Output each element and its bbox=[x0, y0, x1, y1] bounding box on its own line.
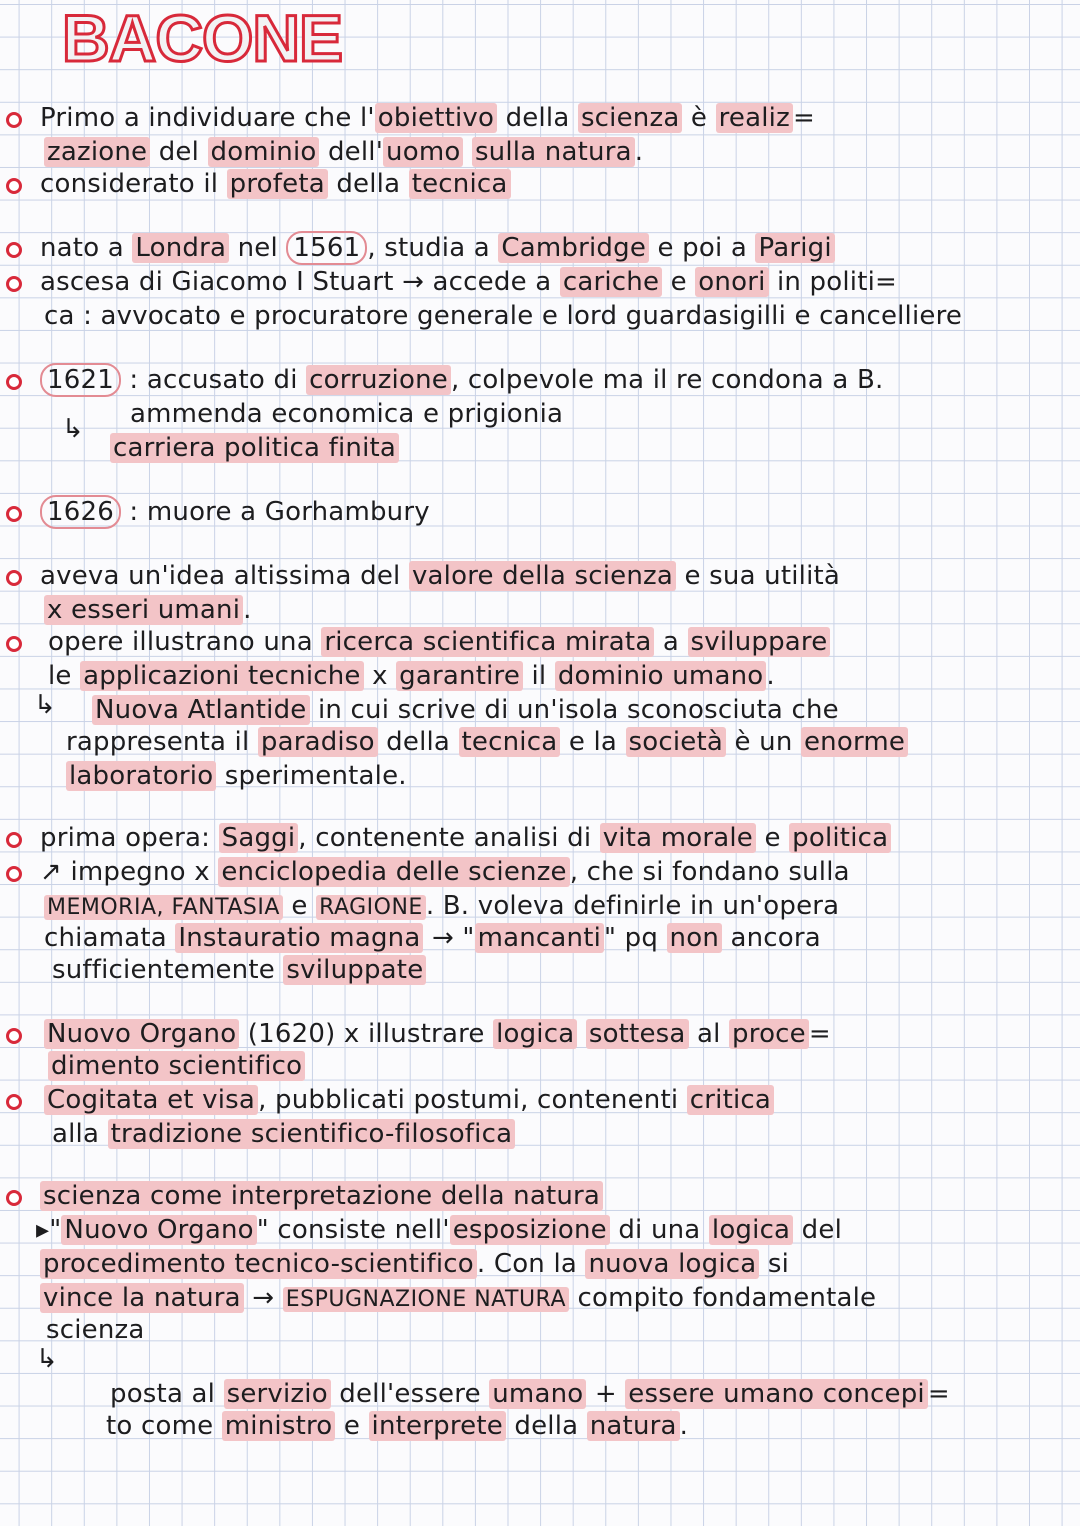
highlighted-text: Cogitata et visa bbox=[44, 1085, 258, 1115]
note-text: = bbox=[808, 1019, 831, 1049]
bullet-icon bbox=[6, 178, 22, 194]
highlighted-text: società bbox=[626, 727, 727, 757]
note-text: , colpevole ma il re condona a B. bbox=[450, 365, 884, 395]
note-text: x bbox=[363, 661, 397, 691]
highlighted-text: 1621 bbox=[40, 363, 121, 397]
note-line bbox=[40, 496, 430, 529]
highlighted-text: profeta bbox=[227, 169, 328, 199]
highlighted-text: RAGIONE bbox=[316, 895, 426, 920]
highlighted-text: Parigi bbox=[755, 233, 834, 263]
note-text: : accusato di bbox=[120, 365, 307, 395]
highlighted-text: sviluppare bbox=[688, 627, 831, 657]
note-text: to come bbox=[106, 1411, 222, 1441]
highlighted-text: Nuovo Organo bbox=[61, 1215, 256, 1245]
highlighted-text: Londra bbox=[132, 233, 229, 263]
note-line bbox=[44, 300, 962, 333]
note-text: e sua utilità bbox=[676, 561, 841, 591]
note-text: dell'essere bbox=[330, 1379, 490, 1409]
note-line bbox=[40, 822, 891, 855]
note-line bbox=[44, 1018, 831, 1051]
note-text: chiamata bbox=[44, 923, 176, 953]
note-text: e la bbox=[560, 727, 626, 757]
note-text: → bbox=[243, 1283, 283, 1313]
note-line bbox=[40, 364, 883, 397]
note-text: in politi bbox=[768, 267, 876, 297]
note-line bbox=[44, 1084, 774, 1117]
highlighted-text: realiz bbox=[716, 103, 793, 133]
note-line bbox=[44, 890, 839, 924]
highlighted-text: Instauratio magna bbox=[175, 923, 423, 953]
highlighted-text: non bbox=[667, 923, 722, 953]
note-text: : muore a Gorhambury bbox=[120, 497, 430, 527]
bullet-icon bbox=[6, 276, 22, 292]
note-text: le bbox=[48, 661, 81, 691]
highlighted-text: zazione bbox=[44, 137, 150, 167]
note-text: sperimentale. bbox=[216, 761, 407, 791]
note-line bbox=[48, 626, 830, 659]
note-text: è un bbox=[726, 727, 801, 757]
hook-arrow-icon: ↳ bbox=[34, 690, 56, 720]
note-text: , pubblicati postumi, contenenti bbox=[258, 1085, 687, 1115]
note-text: sufficientemente bbox=[52, 955, 284, 985]
highlighted-text: garantire bbox=[396, 661, 523, 691]
highlighted-text: dominio umano bbox=[555, 661, 767, 691]
note-text: rappresenta il bbox=[66, 727, 258, 757]
highlighted-text: enciclopedia delle scienze bbox=[218, 857, 569, 887]
note-text: dell' bbox=[319, 137, 384, 167]
note-text: della bbox=[505, 1411, 587, 1441]
note-text: e bbox=[756, 823, 790, 853]
highlighted-text: Cambridge bbox=[498, 233, 649, 263]
bullet-icon bbox=[6, 636, 22, 652]
highlighted-text: umano bbox=[489, 1379, 586, 1409]
highlighted-text: mancanti bbox=[475, 923, 604, 953]
note-text: nato a bbox=[40, 233, 133, 263]
note-line bbox=[44, 922, 821, 955]
note-text: ↗ impegno x bbox=[40, 857, 219, 887]
note-line bbox=[40, 266, 897, 299]
note-text: posta al bbox=[110, 1379, 224, 1409]
highlighted-text: nuova logica bbox=[585, 1249, 759, 1279]
highlighted-text: valore della scienza bbox=[409, 561, 676, 591]
highlighted-text: scienza bbox=[578, 103, 683, 133]
note-text: , studia a bbox=[367, 233, 499, 263]
note-line bbox=[40, 1180, 603, 1213]
highlighted-text: procedimento tecnico-scientifico bbox=[40, 1249, 477, 1279]
highlighted-text: x esseri umani bbox=[44, 595, 243, 625]
hook-arrow-icon: ↳ bbox=[62, 414, 84, 444]
note-text: . bbox=[679, 1411, 689, 1441]
bullet-icon bbox=[6, 1028, 22, 1044]
bullet-icon bbox=[6, 1190, 22, 1206]
bullet-icon bbox=[6, 832, 22, 848]
bullet-icon bbox=[6, 112, 22, 128]
note-line bbox=[40, 1248, 789, 1281]
highlighted-text: servizio bbox=[224, 1379, 331, 1409]
highlighted-text: laboratorio bbox=[66, 761, 216, 791]
highlighted-text: 1626 bbox=[40, 495, 121, 529]
note-text: della bbox=[327, 169, 409, 199]
note-text: considerato il bbox=[40, 169, 227, 199]
highlighted-text: uomo bbox=[383, 137, 463, 167]
note-text: della bbox=[497, 103, 578, 133]
highlighted-text: scienza come interpretazione della natura bbox=[40, 1181, 603, 1211]
highlighted-text: enorme bbox=[801, 727, 908, 757]
highlighted-text: politica bbox=[789, 823, 891, 853]
note-text: , che si fondano sulla bbox=[569, 857, 850, 887]
note-text: al bbox=[688, 1019, 730, 1049]
highlighted-text: natura bbox=[587, 1411, 680, 1441]
page-title: BACONE bbox=[62, 1, 343, 75]
highlighted-text: paradiso bbox=[258, 727, 378, 757]
note-text: = bbox=[927, 1379, 950, 1409]
note-line bbox=[52, 1118, 515, 1151]
note-line bbox=[44, 594, 252, 627]
note-text: il bbox=[523, 661, 555, 691]
note-line bbox=[110, 432, 399, 465]
highlighted-text: sulla natura bbox=[472, 137, 635, 167]
note-line bbox=[40, 560, 840, 593]
note-text: alla bbox=[52, 1119, 108, 1149]
bullet-icon bbox=[6, 242, 22, 258]
note-text: e poi a bbox=[649, 233, 756, 263]
highlighted-text: tradizione scientifico-filosofica bbox=[108, 1119, 516, 1149]
note-line bbox=[48, 660, 775, 693]
highlighted-text: Nuova Atlantide bbox=[92, 695, 310, 725]
note-text bbox=[463, 137, 471, 167]
note-line bbox=[40, 168, 511, 201]
note-line bbox=[44, 136, 643, 169]
note-text: , contenente analisi di bbox=[298, 823, 600, 853]
note-line bbox=[40, 1282, 876, 1316]
note-line bbox=[92, 694, 839, 727]
note-line bbox=[40, 856, 850, 889]
note-text: di una bbox=[609, 1215, 709, 1245]
note-text: " consiste nell' bbox=[256, 1215, 450, 1245]
highlighted-text: sviluppate bbox=[283, 955, 426, 985]
note-text: compito fondamentale bbox=[569, 1283, 877, 1313]
note-text: a bbox=[654, 627, 688, 657]
note-text: e bbox=[282, 891, 317, 921]
highlighted-text: logica bbox=[493, 1019, 577, 1049]
note-line bbox=[36, 1214, 842, 1247]
bullet-icon bbox=[6, 374, 22, 390]
note-line bbox=[66, 760, 407, 793]
note-text: = bbox=[875, 267, 898, 297]
hook-arrow-icon: ↳ bbox=[36, 1344, 58, 1374]
note-text: " pq bbox=[604, 923, 667, 953]
highlighted-text: proce bbox=[729, 1019, 809, 1049]
note-text: del bbox=[793, 1215, 842, 1245]
bullet-icon bbox=[6, 570, 22, 586]
highlighted-text: critica bbox=[687, 1085, 774, 1115]
highlighted-text: onori bbox=[695, 267, 768, 297]
note-text: si bbox=[759, 1249, 790, 1279]
note-line bbox=[52, 954, 426, 987]
note-text: . Con la bbox=[476, 1249, 586, 1279]
note-text: . bbox=[634, 137, 644, 167]
note-text: e bbox=[662, 267, 696, 297]
note-line bbox=[130, 398, 563, 431]
highlighted-text: essere umano concepi bbox=[625, 1379, 928, 1409]
note-line bbox=[48, 1050, 305, 1083]
note-text: ammenda economica e prigionia bbox=[130, 399, 564, 429]
note-line bbox=[40, 232, 835, 265]
highlighted-text: vince la natura bbox=[40, 1283, 244, 1313]
highlighted-text: obiettivo bbox=[375, 103, 497, 133]
highlighted-text: ricerca scientifica mirata bbox=[321, 627, 654, 657]
highlighted-text: logica bbox=[709, 1215, 793, 1245]
note-text: scienza bbox=[46, 1315, 145, 1345]
highlighted-text: Nuovo Organo bbox=[44, 1019, 239, 1049]
note-text: della bbox=[377, 727, 459, 757]
highlighted-text: cariche bbox=[560, 267, 662, 297]
highlighted-text: sottesa bbox=[586, 1019, 689, 1049]
note-text: . bbox=[766, 661, 775, 691]
note-text: ca : avvocato e procuratore generale e lord guardasigilli e cancelliere bbox=[44, 301, 963, 331]
highlighted-text: vita morale bbox=[600, 823, 756, 853]
note-line bbox=[66, 726, 908, 759]
note-text: e bbox=[335, 1411, 369, 1441]
note-text: (1620) x illustrare bbox=[239, 1019, 494, 1049]
note-text: nel bbox=[229, 233, 287, 263]
bullet-icon bbox=[6, 506, 22, 522]
highlighted-text: tecnica bbox=[459, 727, 561, 757]
note-text bbox=[577, 1019, 585, 1049]
highlighted-text: 1561 bbox=[286, 231, 367, 265]
note-text: ascesa di Giacomo I Stuart → accede a bbox=[40, 267, 560, 297]
note-line bbox=[46, 1314, 145, 1347]
highlighted-text: ministro bbox=[222, 1411, 336, 1441]
note-text: ▸" bbox=[36, 1215, 62, 1245]
bullet-icon bbox=[6, 866, 22, 882]
note-text: = bbox=[792, 103, 815, 133]
note-text: + bbox=[586, 1379, 626, 1409]
note-text: Primo a individuare che l' bbox=[40, 103, 375, 133]
note-text: è bbox=[682, 103, 716, 133]
highlighted-text: Saggi bbox=[219, 823, 299, 853]
note-text: . B. voleva definirle in un'opera bbox=[425, 891, 840, 921]
highlighted-text: ESPUGNAZIONE NATURA bbox=[283, 1287, 569, 1312]
note-line bbox=[110, 1378, 950, 1411]
highlighted-text: tecnica bbox=[409, 169, 511, 199]
bullet-icon bbox=[6, 1094, 22, 1110]
note-text: in cui scrive di un'isola sconosciuta che bbox=[309, 695, 839, 725]
note-text: prima opera: bbox=[40, 823, 219, 853]
highlighted-text: dimento scientifico bbox=[48, 1051, 305, 1081]
highlighted-text: corruzione bbox=[306, 365, 451, 395]
note-line bbox=[40, 102, 815, 135]
note-text: . bbox=[243, 595, 252, 625]
note-text: del bbox=[150, 137, 208, 167]
highlighted-text: esposizione bbox=[450, 1215, 610, 1245]
note-text: opere illustrano una bbox=[48, 627, 322, 657]
note-line bbox=[106, 1410, 688, 1443]
highlighted-text: applicazioni tecniche bbox=[80, 661, 364, 691]
highlighted-text: carriera politica finita bbox=[110, 433, 399, 463]
note-text: ancora bbox=[722, 923, 821, 953]
highlighted-text: dominio bbox=[208, 137, 320, 167]
highlighted-text: interprete bbox=[369, 1411, 506, 1441]
note-text: aveva un'idea altissima del bbox=[40, 561, 409, 591]
highlighted-text: MEMORIA, FANTASIA bbox=[44, 895, 283, 920]
note-text: → " bbox=[423, 923, 475, 953]
